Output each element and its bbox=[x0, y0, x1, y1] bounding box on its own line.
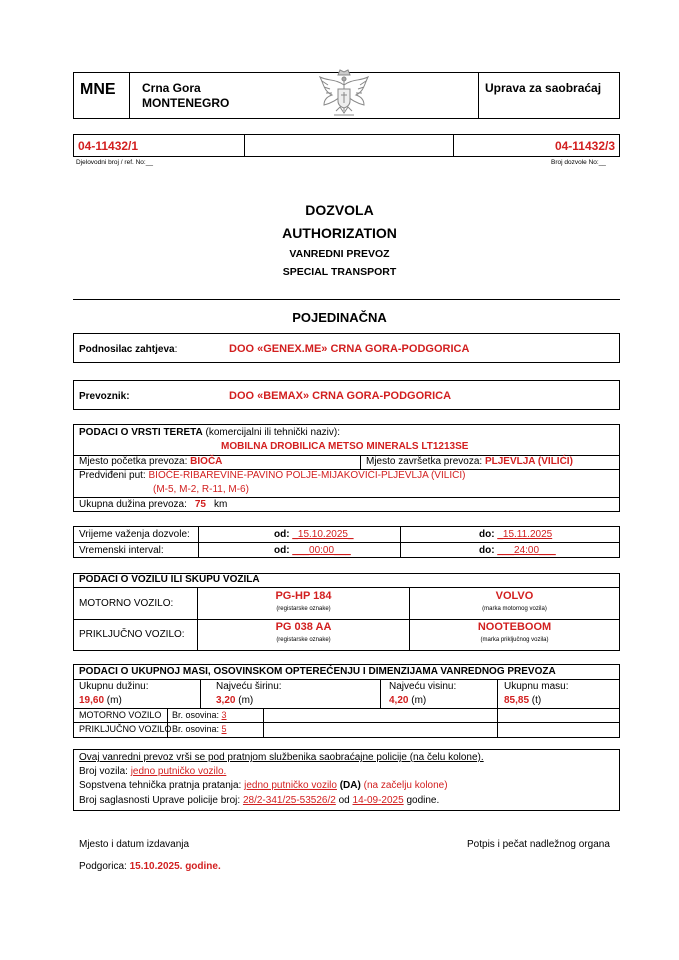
country-local-name: Crna Gora bbox=[142, 81, 201, 95]
length-unit: km bbox=[213, 499, 228, 510]
dimensions-heading: PODACI O UKUPNOJ MASI, OSOVINSKOM OPTEREĆENJU I DIMENZIJAMA VANREDNOG PREVOZA bbox=[79, 666, 556, 677]
row-divider bbox=[244, 135, 245, 156]
max-width bbox=[216, 695, 253, 706]
title-dozvola: DOZVOLA bbox=[305, 202, 374, 218]
reference-label: Djelovodni broj / ref. No:__ bbox=[76, 159, 153, 166]
unit-t: (t) bbox=[529, 695, 542, 706]
header-divider bbox=[478, 73, 479, 118]
cell-divider bbox=[497, 679, 498, 708]
carrier-value: DOO «BEMAX» CRNA GORA-PODGORICA bbox=[229, 390, 452, 402]
issue-place-date bbox=[79, 861, 221, 872]
trailer-vehicle-axles-label: PRIKLJUČNO VOZILO bbox=[79, 724, 172, 734]
escort-vehicles bbox=[79, 766, 226, 777]
cargo-box bbox=[73, 424, 620, 512]
from-label: od: bbox=[274, 545, 290, 556]
from-date: _15.10.2025_ bbox=[292, 529, 354, 540]
title-authorization: AUTHORIZATION bbox=[282, 225, 397, 241]
escort-box bbox=[73, 749, 620, 811]
issue-date: 15.10.2025. godine. bbox=[129, 861, 221, 872]
row-line bbox=[74, 587, 619, 588]
country-code: MNE bbox=[80, 81, 116, 98]
validity-label: Vrijeme važenja dozvole: bbox=[79, 529, 190, 540]
reference-number: 04-11432/1 bbox=[78, 139, 139, 153]
total-mass bbox=[504, 695, 541, 706]
police-consent bbox=[79, 795, 439, 806]
consent-number: 28/2-341/25-53526/2 bbox=[242, 795, 336, 806]
length-label: Ukupna dužina prevoza: bbox=[79, 499, 187, 510]
consent-suffix: godine. bbox=[403, 795, 440, 806]
applicant-label bbox=[79, 344, 177, 355]
end-place-value: PLJEVLJA (VILIĆI) bbox=[484, 456, 573, 467]
header-divider bbox=[129, 73, 130, 118]
applicant-value: DOO «GENEX.ME» CRNA GORA-PODGORICA bbox=[229, 343, 470, 355]
trailer-plate-caption: (registarske oznake) bbox=[276, 637, 331, 643]
transport-length bbox=[79, 499, 227, 510]
cargo-name: MOBILNA DROBILICA METSO MINERALS LT1213SE bbox=[221, 441, 469, 452]
total-length-value: 19,60 bbox=[79, 695, 105, 706]
cargo-heading bbox=[79, 427, 340, 438]
cell-divider bbox=[200, 679, 201, 708]
motor-axles-value: 3 bbox=[221, 710, 227, 720]
start-place-value: BIOČA bbox=[190, 456, 223, 467]
consent-from: od bbox=[335, 795, 353, 806]
max-height bbox=[389, 695, 426, 706]
to-time: ___24:00___ bbox=[497, 545, 556, 556]
to-date: _15.11.2025 bbox=[497, 529, 553, 540]
motor-plate-caption: (registarske oznake) bbox=[276, 606, 331, 612]
technical-escort-value: jedno putničko vozilo bbox=[244, 780, 337, 791]
motor-vehicle-label: MOTORNO VOZILO: bbox=[79, 598, 174, 609]
from-label: od: bbox=[274, 529, 290, 540]
applicant-label-text: Podnosilac zahtjeva bbox=[79, 344, 175, 355]
row-line bbox=[74, 679, 619, 680]
start-place bbox=[79, 456, 222, 467]
place-date-label: Mjesto i datum izdavanja bbox=[79, 839, 190, 850]
axles-label: Br. osovina: bbox=[172, 724, 222, 734]
consent-label: Broj saglasnosti Uprave policije broj: bbox=[79, 795, 243, 806]
applicant-colon: : bbox=[174, 344, 178, 355]
unit-m: (m) bbox=[235, 695, 254, 706]
cell-divider bbox=[198, 527, 199, 557]
route-value: BIOČE-RIBAREVINE-PAVINO POLJE-MIJAKOVIĆI-PLJEVLJA (VILIĆI) bbox=[148, 470, 466, 481]
route-label: Predviđeni put: bbox=[79, 470, 149, 481]
dimensions-box bbox=[73, 664, 620, 738]
planned-route bbox=[79, 470, 465, 481]
trailer-make: NOOTEBOOM bbox=[477, 621, 552, 633]
cell-divider bbox=[497, 708, 498, 737]
trailer-axles-value: 5 bbox=[221, 724, 227, 734]
reference-row bbox=[73, 134, 620, 157]
row-line bbox=[74, 497, 619, 498]
interval-from bbox=[274, 545, 351, 556]
permit-type: POJEDINAČNA bbox=[292, 310, 387, 325]
unit-m: (m) bbox=[104, 695, 122, 706]
row-line bbox=[74, 619, 619, 620]
vehicle-box bbox=[73, 573, 620, 651]
cell-divider bbox=[360, 455, 361, 469]
total-length bbox=[79, 695, 122, 706]
axles-label: Br. osovina: bbox=[172, 710, 222, 720]
title-separator bbox=[73, 299, 620, 300]
unit-m: (m) bbox=[408, 695, 427, 706]
motor-vehicle-axles-label: MOTORNO VOZILO bbox=[79, 710, 162, 720]
trailer-make-caption: (marka priključnog vozila) bbox=[480, 637, 549, 643]
motor-make-caption: (marka motornog vozila) bbox=[482, 606, 547, 612]
coat-of-arms-icon bbox=[314, 67, 374, 119]
signature-label: Potpis i pečat nadležnog organa bbox=[467, 839, 610, 850]
interval-to bbox=[479, 545, 556, 556]
row-divider bbox=[453, 135, 454, 156]
technical-escort-label: Sopstvena tehnička pratnja pratanja: bbox=[79, 780, 245, 791]
total-length-label: Ukupnu dužinu: bbox=[79, 681, 149, 692]
issue-city: Podgorica: bbox=[79, 861, 130, 872]
cell-divider bbox=[263, 708, 264, 737]
motor-axles bbox=[172, 710, 227, 720]
from-time: ___00:00___ bbox=[292, 545, 351, 556]
cargo-heading-text: PODACI O VRSTI TERETA bbox=[79, 427, 203, 438]
max-height-value: 4,20 bbox=[389, 695, 409, 706]
vehicle-heading: PODACI O VOZILU ILI SKUPU VOZILA bbox=[79, 574, 260, 585]
validity-to bbox=[479, 529, 552, 540]
max-width-value: 3,20 bbox=[216, 695, 236, 706]
cargo-heading-note: (komercijalni ili tehnički naziv): bbox=[202, 427, 340, 438]
motor-make: VOLVO bbox=[495, 590, 534, 602]
row-line bbox=[74, 708, 619, 709]
end-place bbox=[366, 456, 573, 467]
length-value: 75 bbox=[194, 499, 206, 510]
interval-label: Vremenski interval: bbox=[79, 545, 164, 556]
max-height-label: Najveću visinu: bbox=[389, 681, 457, 692]
escort-vehicles-value: jedno putničko vozilo. bbox=[130, 766, 227, 777]
carrier-box bbox=[73, 380, 620, 410]
technical-escort bbox=[79, 780, 448, 791]
route-roads: (M-5, M-2, R-11, M-6) bbox=[153, 484, 249, 495]
header-box bbox=[73, 72, 620, 119]
permit-label: Broj dozvole No:__ bbox=[551, 159, 606, 166]
start-place-label: Mjesto početka prevoza: bbox=[79, 456, 191, 467]
to-label: do: bbox=[479, 545, 495, 556]
trailer-axles bbox=[172, 724, 227, 734]
row-line bbox=[74, 722, 619, 723]
trailer-plate: PG 038 AA bbox=[275, 621, 332, 633]
carrier-label: Prevoznik: bbox=[79, 391, 130, 402]
escort-vehicles-label: Broj vozila: bbox=[79, 766, 131, 777]
validity-from bbox=[274, 529, 354, 540]
row-line bbox=[74, 542, 619, 543]
applicant-box bbox=[73, 333, 620, 363]
cell-divider bbox=[380, 679, 381, 708]
title-special-transport: SPECIAL TRANSPORT bbox=[282, 266, 397, 278]
technical-escort-da: (DA) bbox=[336, 780, 361, 791]
total-mass-label: Ukupnu masu: bbox=[504, 681, 569, 692]
consent-date: 14-09-2025 bbox=[352, 795, 404, 806]
max-width-label: Najveću širinu: bbox=[216, 681, 282, 692]
country-english-name: MONTENEGRO bbox=[142, 96, 230, 110]
title-vanredni-prevoz: VANREDNI PREVOZ bbox=[289, 248, 390, 260]
motor-plate: PG-HP 184 bbox=[275, 590, 332, 602]
validity-box bbox=[73, 526, 620, 558]
trailer-vehicle-label: PRIKLJUČNO VOZILO: bbox=[79, 629, 185, 640]
police-escort-note: Ovaj vanredni prevoz vrši se pod pratnjom službenika saobraćajne policije (na čelu kolone). bbox=[79, 752, 484, 763]
technical-escort-position: (na začelju kolone) bbox=[360, 780, 448, 791]
cell-divider bbox=[400, 527, 401, 557]
authority-name: Uprava za saobraćaj bbox=[485, 81, 602, 95]
end-place-label: Mjesto završetka prevoza: bbox=[366, 456, 485, 467]
permit-number: 04-11432/3 bbox=[554, 139, 615, 153]
total-mass-value: 85,85 bbox=[504, 695, 530, 706]
to-label: do: bbox=[479, 529, 495, 540]
